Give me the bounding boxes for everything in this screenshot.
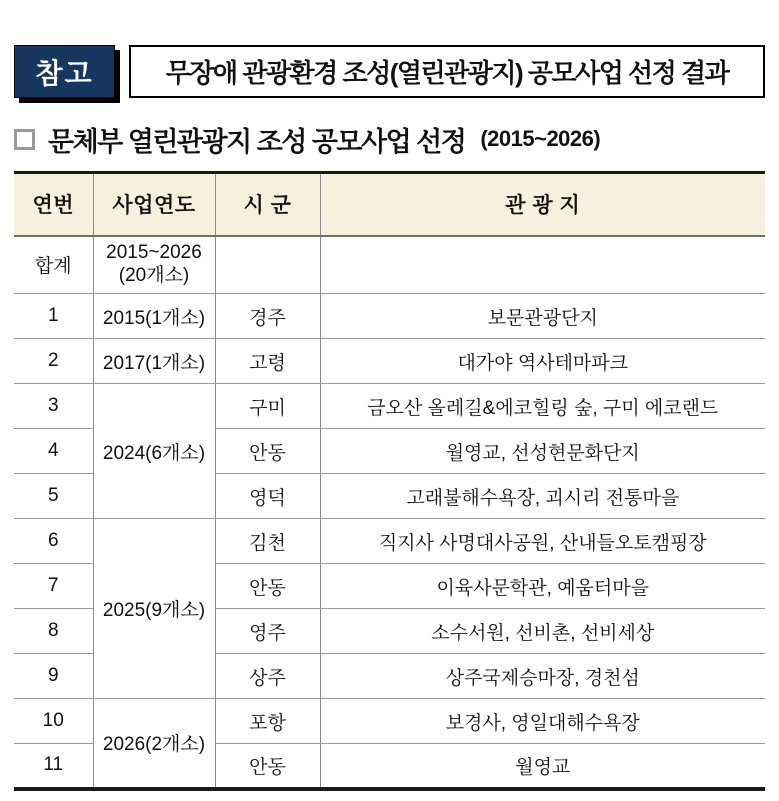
cell-sigun: 안동 [215, 564, 320, 609]
page-title: 무장애 관광환경 조성(열린관광지) 공모사업 선정 결과 [129, 45, 765, 98]
cell-no: 합계 [14, 236, 93, 294]
cell-sigun [215, 236, 320, 294]
square-bullet-icon [14, 129, 35, 150]
document-header [14, 45, 765, 98]
cell-sigun: 안동 [215, 744, 320, 789]
cell-site: 소수서원, 선비촌, 선비세상 [320, 609, 765, 654]
cell-year-merged: 2026(2개소) [93, 699, 215, 789]
cell-year-line2: (20개소) [118, 264, 190, 286]
cell-sigun: 안동 [215, 429, 320, 474]
cell-no: 3 [14, 384, 93, 429]
col-header-sigun: 시 군 [215, 173, 320, 236]
cell-no: 6 [14, 519, 93, 564]
cell-year [93, 236, 215, 294]
cell-year-line1: 2015~2026 [106, 241, 202, 263]
cell-site: 상주국제승마장, 경천섬 [320, 654, 765, 699]
cell-no: 8 [14, 609, 93, 654]
section-heading [14, 122, 765, 156]
cell-year: 2015(1개소) [93, 294, 215, 339]
cell-sigun: 구미 [215, 384, 320, 429]
col-header-year: 사업연도 [93, 173, 215, 236]
table-row [14, 294, 765, 339]
cell-no: 11 [14, 744, 93, 789]
cell-site [320, 236, 765, 294]
cell-year: 2017(1개소) [93, 339, 215, 384]
cell-site: 직지사 사명대사공원, 산내들오토캠핑장 [320, 519, 765, 564]
selection-results-table [14, 171, 765, 791]
cell-sigun: 김천 [215, 519, 320, 564]
section-heading-text: 문체부 열린관광지 조성 공모사업 선정 [48, 126, 466, 157]
cell-site: 보문관광단지 [320, 294, 765, 339]
cell-sigun: 영주 [215, 609, 320, 654]
table-row [14, 339, 765, 384]
cell-sigun: 포항 [215, 699, 320, 744]
cell-sigun: 고령 [215, 339, 320, 384]
cell-year-merged: 2024(6개소) [93, 384, 215, 519]
table-row [14, 519, 765, 564]
table-row [14, 384, 765, 429]
cell-no: 9 [14, 654, 93, 699]
cell-no: 10 [14, 699, 93, 744]
cell-site: 월영교 [320, 744, 765, 789]
cell-no: 5 [14, 474, 93, 519]
reference-badge: 참고 [14, 45, 115, 98]
cell-site: 보경사, 영일대해수욕장 [320, 699, 765, 744]
table-row-total [14, 236, 765, 294]
cell-site: 월영교, 선성현문화단지 [320, 429, 765, 474]
cell-site: 대가야 역사테마파크 [320, 339, 765, 384]
cell-no: 2 [14, 339, 93, 384]
col-header-site: 관 광 지 [320, 173, 765, 236]
cell-no: 4 [14, 429, 93, 474]
table-row [14, 699, 765, 744]
section-heading-range: (2015~2026) [480, 126, 601, 151]
table-header-row [14, 173, 765, 236]
col-header-no: 연번 [14, 173, 93, 236]
cell-year-merged: 2025(9개소) [93, 519, 215, 699]
cell-site: 고래불해수욕장, 괴시리 전통마을 [320, 474, 765, 519]
cell-site: 금오산 올레길&에코힐링 숲, 구미 에코랜드 [320, 384, 765, 429]
table-header [14, 173, 765, 236]
cell-sigun: 상주 [215, 654, 320, 699]
cell-no: 7 [14, 564, 93, 609]
cell-sigun: 영덕 [215, 474, 320, 519]
cell-sigun: 경주 [215, 294, 320, 339]
cell-site: 이육사문학관, 예움터마을 [320, 564, 765, 609]
cell-no: 1 [14, 294, 93, 339]
